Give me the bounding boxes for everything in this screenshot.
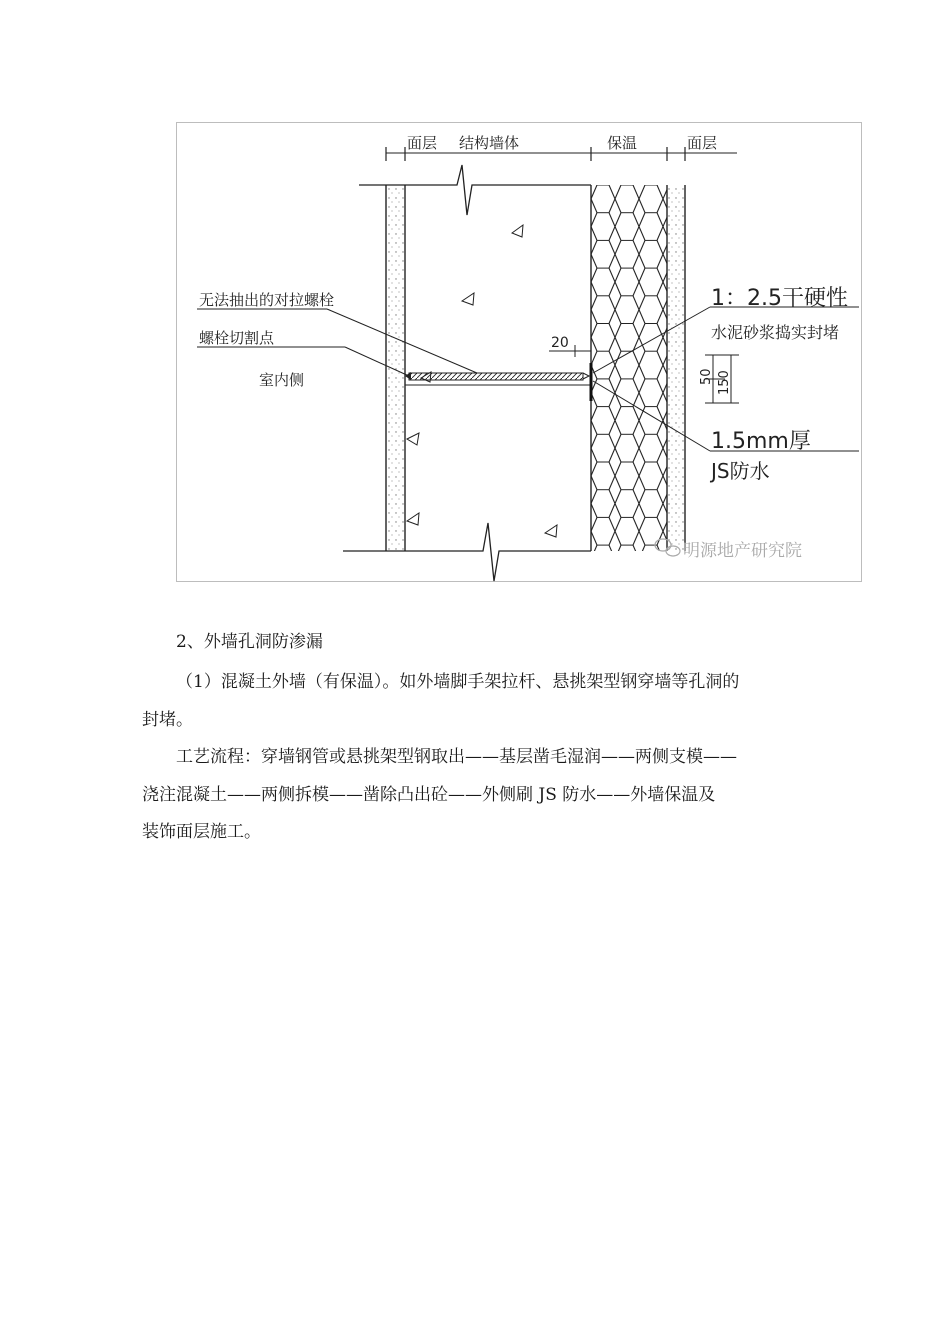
label-cut-point: 螺栓切割点 <box>199 329 275 347</box>
label-insulation: 保温 <box>607 134 638 152</box>
label-dim-50: 50 <box>699 368 714 385</box>
tie-bolt <box>409 373 583 380</box>
diagram-svg <box>177 123 863 583</box>
label-bolt-note: 无法抽出的对拉螺栓 <box>199 291 335 309</box>
label-mortar-line1: 1：2.5干硬性 <box>711 286 848 311</box>
label-indoor-side: 室内侧 <box>259 371 305 389</box>
wall-section-diagram <box>176 122 862 582</box>
top-dimension-line <box>386 147 737 161</box>
para1-line1: （1）混凝土外墙（有保温）。如外墙脚手架拉杆、悬挑架型钢穿墙等孔洞的 <box>176 672 740 692</box>
label-structural-wall: 结构墙体 <box>459 134 520 152</box>
right-face-layer <box>667 185 685 551</box>
label-dim-20: 20 <box>551 335 569 351</box>
para2-line3: 装饰面层施工。 <box>142 822 261 842</box>
para2-line1: 工艺流程：穿墙钢管或悬挑架型钢取出——基层凿毛湿润——两侧支模—— <box>176 747 737 767</box>
label-js-line2: JS防水 <box>711 459 770 483</box>
label-mortar-line2: 水泥砂浆捣实封堵 <box>711 323 840 342</box>
bottom-break-line <box>343 523 591 581</box>
label-face-layer-left: 面层 <box>407 134 438 152</box>
left-face-layer <box>386 185 405 551</box>
concrete-aggregate <box>407 225 557 537</box>
label-js-line1: 1.5mm厚 <box>711 429 811 454</box>
label-dim-150: 150 <box>717 370 732 395</box>
label-face-layer-right: 面层 <box>687 134 718 152</box>
section-heading: 2、外墙孔洞防渗漏 <box>176 632 323 652</box>
para2-line2: 浇注混凝土——两侧拆模——凿除凸出砼——外侧刷 JS 防水——外墙保温及 <box>142 785 716 805</box>
bolt-end <box>583 373 589 379</box>
watermark-text: 明源地产研究院 <box>683 541 802 561</box>
para1-line2: 封堵。 <box>142 710 193 730</box>
